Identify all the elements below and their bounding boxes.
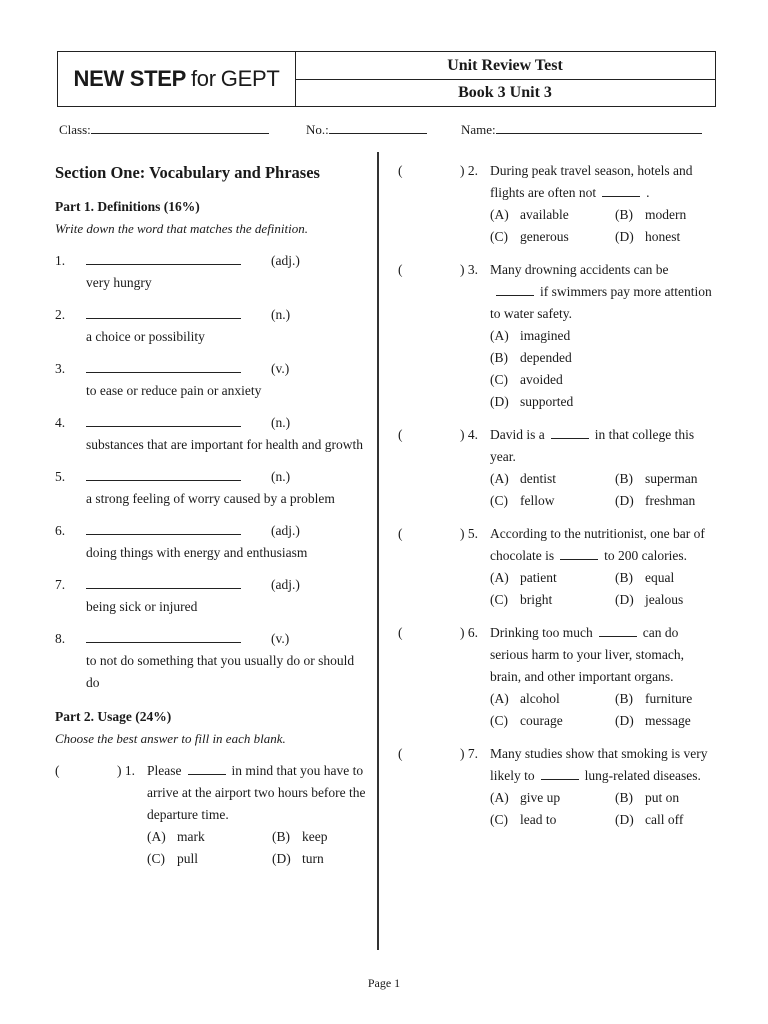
option-text: dentist xyxy=(520,471,556,486)
number-field[interactable] xyxy=(306,121,427,138)
question-number: ) 2. xyxy=(460,163,478,178)
option[interactable] xyxy=(490,468,615,490)
stem-before: Many drowning accidents can be xyxy=(490,262,669,277)
definition-text: substances that are important for health and growth xyxy=(86,437,364,452)
answer-blank[interactable] xyxy=(86,412,241,427)
section-title: Section One: Vocabulary and Phrases xyxy=(55,163,320,182)
stem-before: During peak travel season, hotels and flights are often not xyxy=(490,163,693,200)
stem-before: Please xyxy=(147,763,182,778)
option[interactable] xyxy=(615,787,740,809)
option-text: message xyxy=(645,713,691,728)
option-letter: (D) xyxy=(615,812,634,827)
option-text: jealous xyxy=(645,592,684,607)
definition-item xyxy=(55,250,370,294)
part1-instruction: Write down the word that matches the definition. xyxy=(55,221,308,236)
item-number: 6. xyxy=(55,523,66,538)
option-text: bright xyxy=(520,592,553,607)
question-stem xyxy=(490,622,718,688)
question-number: ) 7. xyxy=(460,746,478,761)
option[interactable] xyxy=(490,369,740,391)
part-of-speech: (v.) xyxy=(271,361,290,376)
stem-after: in mind that you have to arrive at the airport two hours before the departure time. xyxy=(147,763,366,822)
definition-text: being sick or injured xyxy=(86,599,198,614)
item-number: 7. xyxy=(55,577,66,592)
page-number: Page 1 xyxy=(367,976,401,990)
option-text: honest xyxy=(645,229,681,244)
options-grid xyxy=(490,204,718,248)
answer-paren[interactable]: ( xyxy=(398,427,403,442)
answer-paren[interactable]: ( xyxy=(55,763,60,778)
option-letter: (A) xyxy=(490,790,509,805)
option[interactable] xyxy=(490,226,615,248)
option[interactable] xyxy=(490,710,615,732)
option-text: depended xyxy=(520,350,572,365)
option-text: give up xyxy=(520,790,561,805)
option-letter: (B) xyxy=(615,790,633,805)
question-number: ) 5. xyxy=(460,526,478,541)
brand-logo xyxy=(58,52,296,106)
option-text: keep xyxy=(302,829,328,844)
option-text: generous xyxy=(520,229,569,244)
question-item xyxy=(55,760,370,870)
question-stem xyxy=(490,160,718,204)
fill-blank xyxy=(496,282,534,296)
question-number: ) 4. xyxy=(460,427,478,442)
option-text: pull xyxy=(177,851,199,866)
part-of-speech: (adj.) xyxy=(271,523,300,538)
question-item xyxy=(398,259,718,413)
option-letter: (A) xyxy=(147,829,166,844)
option-letter: (A) xyxy=(490,691,509,706)
question-stem xyxy=(490,743,718,787)
question-stem xyxy=(147,760,370,826)
option-text: avoided xyxy=(520,372,563,387)
stem-before: David is a xyxy=(490,427,545,442)
options-grid xyxy=(490,325,718,413)
option[interactable] xyxy=(615,567,740,589)
stem-before: Drinking too much xyxy=(490,625,593,640)
test-title: Unit Review Test xyxy=(295,52,715,80)
definition-item xyxy=(55,466,370,510)
option-text: modern xyxy=(645,207,687,222)
question-list-right xyxy=(398,160,718,831)
question-list-left xyxy=(55,760,370,870)
item-number: 2. xyxy=(55,307,66,322)
answer-blank[interactable] xyxy=(86,250,241,265)
stem-after: lung-related diseases. xyxy=(584,768,701,783)
stem-before: Many studies show that smoking is very likely to xyxy=(490,746,708,783)
question-item xyxy=(398,622,718,732)
option-text: put on xyxy=(645,790,680,805)
definition-text: doing things with energy and enthusiasm xyxy=(86,545,308,560)
name-blank[interactable] xyxy=(496,121,702,134)
part-of-speech: (adj.) xyxy=(271,253,300,268)
question-stem xyxy=(490,523,718,567)
answer-paren[interactable]: ( xyxy=(398,625,403,640)
answer-paren[interactable]: ( xyxy=(398,746,403,761)
option-letter: (A) xyxy=(490,207,509,222)
options-grid xyxy=(490,468,718,512)
options-grid xyxy=(490,787,718,831)
fill-blank xyxy=(541,766,579,780)
option-letter: (A) xyxy=(490,328,509,343)
answer-blank[interactable] xyxy=(86,304,241,319)
item-number: 5. xyxy=(55,469,66,484)
option-text: imagined xyxy=(520,328,571,343)
option[interactable] xyxy=(272,826,397,848)
option-letter: (C) xyxy=(490,372,508,387)
stem-after: if swimmers pay more attention to water safety. xyxy=(490,284,712,321)
item-number: 4. xyxy=(55,415,66,430)
part1-title: Part 1. Definitions (16%) xyxy=(55,199,200,214)
option-text: superman xyxy=(645,471,698,486)
part2-title: Part 2. Usage (24%) xyxy=(55,709,172,724)
stem-after: can do serious harm to your liver, stomach, brain, and other important organs. xyxy=(490,625,685,684)
class-label: Class: xyxy=(59,122,91,137)
stem-after: . xyxy=(646,185,650,200)
options-grid xyxy=(490,688,718,732)
definition-text: to ease or reduce pain or anxiety xyxy=(86,383,262,398)
option-letter: (A) xyxy=(490,570,509,585)
part-of-speech: (n.) xyxy=(271,415,291,430)
option-letter: (B) xyxy=(615,207,633,222)
definitions-list xyxy=(55,250,370,694)
option-text: furniture xyxy=(645,691,693,706)
number-label: No.: xyxy=(306,122,329,137)
option-text: freshman xyxy=(645,493,696,508)
unit-label: Book 3 Unit 3 xyxy=(458,83,552,101)
brand-new-step: NEW STEP xyxy=(73,66,186,91)
answer-paren[interactable]: ( xyxy=(398,262,403,277)
option-letter: (C) xyxy=(147,851,165,866)
name-field[interactable] xyxy=(461,121,702,138)
options-grid xyxy=(147,826,370,870)
stem-before: According to the nutritionist, one bar of chocolate is xyxy=(490,526,705,563)
definition-text: a strong feeling of worry caused by a problem xyxy=(86,491,335,506)
question-item xyxy=(398,743,718,831)
answer-blank[interactable] xyxy=(86,574,241,589)
name-label: Name: xyxy=(461,122,496,137)
answer-paren[interactable]: ( xyxy=(398,163,403,178)
option[interactable] xyxy=(490,809,615,831)
option-text: patient xyxy=(520,570,557,585)
option-text: turn xyxy=(302,851,324,866)
definition-item xyxy=(55,628,370,694)
option-text: lead to xyxy=(520,812,557,827)
fill-blank xyxy=(188,761,226,775)
options-grid xyxy=(490,567,718,611)
option-letter: (D) xyxy=(615,592,634,607)
question-item xyxy=(398,160,718,248)
question-stem xyxy=(490,424,718,468)
option-letter: (D) xyxy=(615,229,634,244)
item-number: 8. xyxy=(55,631,66,646)
definition-text: very hungry xyxy=(86,275,152,290)
answer-blank[interactable] xyxy=(86,466,241,481)
question-stem xyxy=(490,259,718,325)
number-blank[interactable] xyxy=(329,121,427,134)
part-of-speech: (adj.) xyxy=(271,577,300,592)
right-column xyxy=(398,160,718,842)
brand-gept: GEPT xyxy=(220,66,280,91)
option[interactable] xyxy=(490,204,615,226)
part2-instruction: Choose the best answer to fill in each blank. xyxy=(55,731,286,746)
item-number: 1. xyxy=(55,253,66,268)
option[interactable] xyxy=(615,589,740,611)
question-number: ) 3. xyxy=(460,262,478,277)
option-text: supported xyxy=(520,394,574,409)
option-letter: (C) xyxy=(490,493,508,508)
option[interactable] xyxy=(615,490,740,512)
answer-paren[interactable]: ( xyxy=(398,526,403,541)
question-number: ) 1. xyxy=(117,763,135,778)
option[interactable] xyxy=(615,809,740,831)
stem-after: to 200 calories. xyxy=(604,548,687,563)
option-text: call off xyxy=(645,812,684,827)
option-text: available xyxy=(520,207,569,222)
answer-blank[interactable] xyxy=(86,520,241,535)
option-letter: (A) xyxy=(490,471,509,486)
option[interactable] xyxy=(615,226,740,248)
option-letter: (C) xyxy=(490,592,508,607)
definition-item xyxy=(55,412,370,456)
option[interactable] xyxy=(490,567,615,589)
test-header xyxy=(57,51,716,107)
left-column xyxy=(55,160,370,880)
option[interactable] xyxy=(272,848,397,870)
definition-text: to not do something that you usually do or should do xyxy=(86,653,355,690)
definition-item xyxy=(55,358,370,402)
class-field[interactable] xyxy=(59,121,269,138)
option[interactable] xyxy=(490,325,740,347)
definition-text: a choice or possibility xyxy=(86,329,205,344)
answer-blank[interactable] xyxy=(86,358,241,373)
definition-item xyxy=(55,520,370,564)
class-blank[interactable] xyxy=(91,121,269,134)
option[interactable] xyxy=(490,490,615,512)
option[interactable] xyxy=(490,787,615,809)
option[interactable] xyxy=(490,688,615,710)
option[interactable] xyxy=(615,204,740,226)
option[interactable] xyxy=(490,391,740,413)
option[interactable] xyxy=(615,688,740,710)
option[interactable] xyxy=(147,848,272,870)
fill-blank xyxy=(551,425,589,439)
question-item xyxy=(398,523,718,611)
option[interactable] xyxy=(490,589,615,611)
option-letter: (B) xyxy=(272,829,290,844)
option-letter: (C) xyxy=(490,713,508,728)
part-of-speech: (v.) xyxy=(271,631,290,646)
option-letter: (D) xyxy=(615,713,634,728)
fill-blank xyxy=(560,546,598,560)
option-letter: (B) xyxy=(490,350,508,365)
option[interactable] xyxy=(147,826,272,848)
part-of-speech: (n.) xyxy=(271,307,291,322)
option[interactable] xyxy=(615,468,740,490)
question-number: ) 6. xyxy=(460,625,478,640)
option-text: courage xyxy=(520,713,563,728)
option-text: fellow xyxy=(520,493,555,508)
option-letter: (B) xyxy=(615,471,633,486)
definition-item xyxy=(55,304,370,348)
option-text: equal xyxy=(645,570,675,585)
option-text: mark xyxy=(177,829,205,844)
option-letter: (C) xyxy=(490,229,508,244)
part-of-speech: (n.) xyxy=(271,469,291,484)
option-letter: (B) xyxy=(615,691,633,706)
option[interactable] xyxy=(490,347,740,369)
option-letter: (C) xyxy=(490,812,508,827)
option-letter: (D) xyxy=(615,493,634,508)
definition-item xyxy=(55,574,370,618)
fill-blank xyxy=(602,183,640,197)
brand-for: for xyxy=(191,66,216,91)
option[interactable] xyxy=(615,710,740,732)
question-item xyxy=(398,424,718,512)
option-letter: (D) xyxy=(272,851,291,866)
option-text: alcohol xyxy=(520,691,560,706)
option-letter: (D) xyxy=(490,394,509,409)
answer-blank[interactable] xyxy=(86,628,241,643)
option-letter: (B) xyxy=(615,570,633,585)
fill-blank xyxy=(599,623,637,637)
item-number: 3. xyxy=(55,361,66,376)
stem-after: in that college this year. xyxy=(490,427,695,464)
